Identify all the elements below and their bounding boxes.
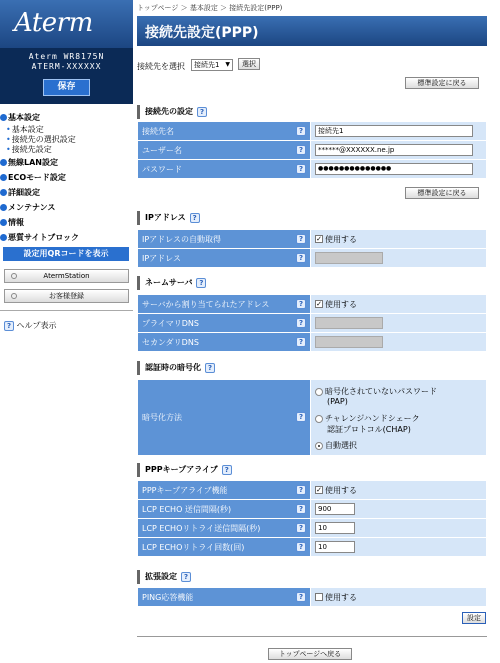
radio-label: 暗号化されていないパスワード <box>325 387 437 396</box>
table-row <box>138 230 487 249</box>
keepalive-checkbox[interactable]: ✓ <box>316 486 322 494</box>
field-label <box>138 122 311 141</box>
field-label <box>138 481 311 500</box>
extension-table <box>137 587 487 607</box>
connection-table <box>137 121 487 179</box>
model-info <box>0 48 133 104</box>
radio-option-pap[interactable] <box>315 386 482 413</box>
help-icon[interactable]: ? <box>197 107 207 117</box>
table-row <box>138 333 487 352</box>
nav-basic-settings[interactable] <box>0 112 40 123</box>
bullet-icon <box>0 189 7 196</box>
table-row <box>138 538 487 557</box>
main-content <box>137 0 487 663</box>
section-ip <box>137 211 487 271</box>
divider <box>0 310 133 311</box>
field-label <box>138 160 311 179</box>
registration-button[interactable] <box>4 289 129 303</box>
table-row <box>138 160 487 179</box>
auth-table <box>137 379 487 456</box>
registration-label: お客様登録 <box>49 292 84 300</box>
section-title <box>137 463 232 477</box>
help-icon[interactable]: ? <box>296 337 306 347</box>
radio-label: チャレンジハンドシェーク <box>325 414 420 423</box>
field-label <box>138 380 311 456</box>
field-value <box>311 295 487 314</box>
select-button[interactable]: 選択 <box>238 58 260 70</box>
section-title <box>137 570 191 584</box>
radio-option-chap[interactable] <box>315 413 482 440</box>
divider <box>137 636 487 637</box>
table-row <box>138 249 487 268</box>
ip-table <box>137 229 487 268</box>
field-value <box>311 500 487 519</box>
keepalive-table <box>137 480 487 557</box>
help-icon[interactable]: ? <box>296 412 306 422</box>
field-value <box>311 249 487 268</box>
help-icon[interactable]: ? <box>296 523 306 533</box>
echo-interval-input[interactable]: 900 <box>315 503 355 515</box>
nav-label: メンテナンス <box>8 203 56 212</box>
help-icon: ? <box>4 321 14 331</box>
field-label <box>138 333 311 352</box>
field-value <box>311 314 487 333</box>
connection-select[interactable] <box>191 59 233 71</box>
radio-button[interactable] <box>315 415 323 423</box>
retry-count-input[interactable]: 10 <box>315 541 355 553</box>
field-value <box>311 230 487 249</box>
help-label: ヘルプ表示 <box>16 321 57 330</box>
back-to-top-button[interactable]: トップページへ戻る <box>268 648 352 660</box>
label-text: 暗号化方法 <box>142 413 182 422</box>
primary-dns-input <box>315 317 383 329</box>
checkbox-label: 使用する <box>325 592 357 602</box>
section-title-text: 接続先の設定 <box>145 107 193 116</box>
nav-info[interactable] <box>0 217 24 228</box>
field-label <box>138 538 311 557</box>
section-dns <box>137 276 487 356</box>
section-title <box>137 361 215 375</box>
section-title-text: IPアドレス <box>145 213 186 222</box>
help-link[interactable] <box>4 320 57 331</box>
help-icon[interactable]: ? <box>296 126 306 136</box>
sidebar <box>0 0 133 663</box>
dns-table <box>137 294 487 352</box>
checkbox-label: 使用する <box>325 299 357 309</box>
label-text: PING応答機能 <box>142 592 194 602</box>
bullet-icon <box>0 159 7 166</box>
field-label <box>138 230 311 249</box>
help-icon[interactable]: ? <box>190 213 200 223</box>
password-input[interactable]: ●●●●●●●●●●●●●● <box>315 163 473 175</box>
label-text: LCP ECHOリトライ送信間隔(秒) <box>142 523 261 533</box>
radio-label-sub: 認証プロトコル(CHAP) <box>327 425 411 434</box>
page-title: 接続先設定(PPP) <box>145 25 259 41</box>
ip-auto-checkbox[interactable]: ✓ <box>316 235 322 243</box>
table-row <box>138 122 487 141</box>
section-title-text: 認証時の暗号化 <box>145 363 201 372</box>
ip-address-input <box>315 252 383 264</box>
ping-checkbox[interactable] <box>315 593 323 601</box>
table-row <box>138 519 487 538</box>
nav-label: 基本設定 <box>8 113 40 122</box>
aterm-logo: Aterm <box>14 8 93 38</box>
label-text: パスワード <box>142 164 182 174</box>
label-text: サーバから割り当てられたアドレス <box>142 299 270 309</box>
reset-defaults-button[interactable]: 標準設定に戻る <box>405 187 479 199</box>
nav-maintenance[interactable] <box>0 202 55 213</box>
nav-sub-connection-settings[interactable]: • 接続先設定 <box>6 144 52 155</box>
help-icon[interactable]: ? <box>196 278 206 288</box>
table-row <box>138 295 487 314</box>
field-value <box>311 588 487 607</box>
bullet-icon <box>0 219 7 226</box>
aterm-station-button[interactable] <box>4 269 129 283</box>
field-label <box>138 295 311 314</box>
nav-label: 無線LAN設定 <box>8 158 58 167</box>
help-icon[interactable]: ? <box>296 234 306 244</box>
radio-label-sub: (PAP) <box>327 397 348 406</box>
field-label <box>138 141 311 160</box>
field-value <box>311 160 487 179</box>
aterm-station-label: AtermStation <box>43 272 90 280</box>
help-icon[interactable]: ? <box>296 318 306 328</box>
label-text: ユーザー名 <box>142 145 182 155</box>
section-keepalive <box>137 463 487 563</box>
connection-select-label: 接続先を選択 <box>137 62 185 71</box>
nav-eco[interactable] <box>0 172 66 183</box>
nav-sub-connection-select[interactable]: • 接続先の選択設定 <box>6 134 76 145</box>
nav-label: 詳細設定 <box>8 188 40 197</box>
label-text: セカンダリDNS <box>142 337 199 347</box>
help-icon[interactable]: ? <box>296 164 306 174</box>
field-label <box>138 519 311 538</box>
section-title <box>137 276 206 290</box>
nav-sub-basic[interactable]: • 基本設定 <box>6 124 44 135</box>
help-icon[interactable]: ? <box>296 485 306 495</box>
field-value <box>311 333 487 352</box>
section-title-text: 拡張設定 <box>145 572 177 581</box>
label-text: 接続先名 <box>142 126 174 136</box>
section-title <box>137 211 200 225</box>
dns-auto-checkbox[interactable]: ✓ <box>316 300 322 308</box>
device-id: ATERM-XXXXXX <box>31 62 102 71</box>
label-text: プライマリDNS <box>142 318 199 328</box>
help-icon[interactable]: ? <box>181 572 191 582</box>
field-value <box>311 122 487 141</box>
secondary-dns-input <box>315 336 383 348</box>
help-icon[interactable]: ? <box>205 363 215 373</box>
qr-code-button[interactable]: 設定用QRコードを表示 <box>3 247 129 261</box>
chevron-down-icon: ▼ <box>225 61 230 68</box>
reset-defaults-button[interactable]: 標準設定に戻る <box>405 77 479 89</box>
logo-banner <box>0 0 133 48</box>
label-text: IPアドレスの自動取得 <box>142 234 221 244</box>
bullet-icon <box>0 114 7 121</box>
table-row <box>138 380 487 456</box>
section-extension <box>137 570 487 615</box>
section-title <box>137 105 207 119</box>
retry-interval-input[interactable]: 10 <box>315 522 355 534</box>
connection-name-input[interactable]: 接続先1 <box>315 125 473 137</box>
field-value <box>311 141 487 160</box>
help-icon[interactable]: ? <box>296 253 306 263</box>
nav-wlan[interactable] <box>0 157 58 168</box>
nav-malicious-site-block[interactable] <box>0 232 79 243</box>
radio-button[interactable] <box>315 388 323 396</box>
table-row <box>138 500 487 519</box>
nav-label: 悪質サイトブロック <box>8 233 80 242</box>
connection-select-value: 接続先1 <box>194 61 220 69</box>
apply-button[interactable]: 設定 <box>462 612 486 624</box>
help-icon[interactable]: ? <box>296 145 306 155</box>
circle-icon <box>11 293 17 299</box>
table-row <box>138 314 487 333</box>
field-label <box>138 249 311 268</box>
field-label <box>138 314 311 333</box>
radio-button[interactable] <box>315 442 323 450</box>
nav-label: 情報 <box>8 218 24 227</box>
field-label <box>138 588 311 607</box>
circle-icon <box>11 273 17 279</box>
nav-detail[interactable] <box>0 187 40 198</box>
table-row <box>138 481 487 500</box>
label-text: PPPキープアライブ機能 <box>142 485 228 495</box>
nav-label: ECOモード設定 <box>8 173 66 182</box>
radio-option-auto[interactable] <box>315 440 482 451</box>
checkbox-label: 使用する <box>325 234 357 244</box>
field-label <box>138 500 311 519</box>
table-row <box>138 141 487 160</box>
bullet-icon <box>0 204 7 211</box>
label-text: LCP ECHOリトライ回数(回) <box>142 542 245 552</box>
breadcrumb: トップページ ＞ 基本設定 ＞ 接続先設定(PPP) <box>137 4 283 12</box>
help-icon[interactable]: ? <box>222 465 232 475</box>
field-value <box>311 538 487 557</box>
checkbox-label: 使用する <box>325 485 357 495</box>
help-icon[interactable]: ? <box>296 542 306 552</box>
radio-label: 自動選択 <box>325 441 357 450</box>
section-title-text: ネームサーバ <box>145 278 193 287</box>
username-input[interactable]: ******@XXXXXX.ne.jp <box>315 144 473 156</box>
title-bar <box>137 16 487 46</box>
help-icon[interactable]: ? <box>296 299 306 309</box>
help-icon[interactable]: ? <box>296 504 306 514</box>
bullet-icon <box>0 174 7 181</box>
model-name: Aterm WR8175N <box>28 52 105 61</box>
section-auth <box>137 361 487 456</box>
label-text: IPアドレス <box>142 253 181 263</box>
field-value <box>311 481 487 500</box>
help-icon[interactable]: ? <box>296 592 306 602</box>
bullet-icon <box>0 234 7 241</box>
label-text: LCP ECHO 送信間隔(秒) <box>142 504 232 514</box>
table-row <box>138 588 487 607</box>
field-value <box>311 519 487 538</box>
save-button[interactable]: 保存 <box>43 79 90 96</box>
section-title-text: PPPキープアライブ <box>145 465 218 474</box>
field-value <box>311 380 487 456</box>
